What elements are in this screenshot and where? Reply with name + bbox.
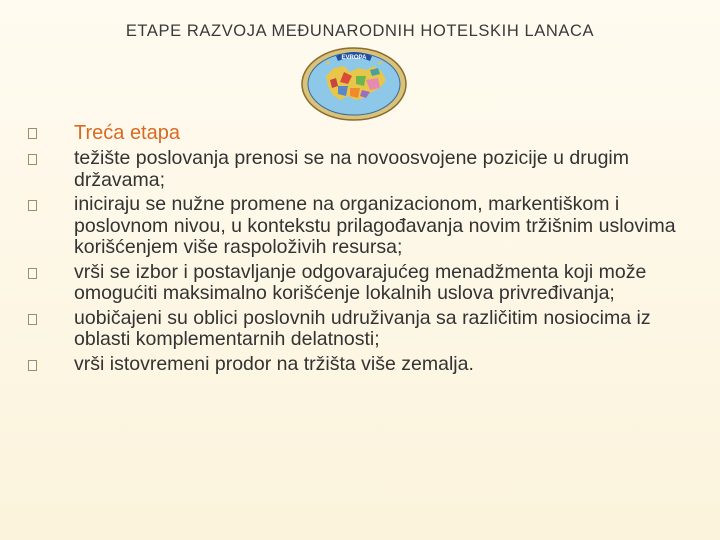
box-bullet-icon — [28, 314, 37, 325]
list-item — [28, 308, 708, 351]
slide-title: ETAPE RAZVOJA MEĐUNARODNIH HOTELSKIH LANACA — [125, 22, 595, 40]
box-bullet-icon — [28, 154, 37, 165]
box-bullet-icon — [28, 360, 37, 371]
list-item-text: uobičajeni su oblici poslovnih udruživanja sa različitim nosiocima iz oblasti komplementarnih delatnosti; — [74, 306, 651, 350]
list-item-text: Treća etapa — [74, 122, 180, 144]
box-bullet-icon — [28, 268, 37, 279]
list-item-text: vrši istovremeni prodor na tržišta više zemalja. — [74, 352, 474, 375]
europe-map-globe-icon — [300, 46, 408, 122]
bullet-list — [28, 120, 708, 378]
list-item-text: težište poslovanja prenosi se na novoosvojene pozicije u drugim državama; — [74, 147, 629, 191]
list-item — [28, 194, 708, 259]
globe-caption: EVROPA — [341, 55, 367, 61]
list-item-text: iniciraju se nužne promene na organizacionom, markentiškom i poslovnom nivou, u kontekstu prilagođavanja novim tržišnim uslovima korišćenjem više raspoloživih resursa; — [74, 193, 676, 258]
list-item — [28, 354, 708, 376]
list-item — [28, 120, 708, 146]
list-item-text: vrši se izbor i postavljanje odgovarajućeg menadžmenta koji može omogućiti maksimalno korišćenje lokalnih uslova privređivanja; — [74, 260, 647, 304]
box-bullet-icon — [28, 200, 37, 211]
box-bullet-icon — [28, 128, 37, 139]
list-item — [28, 148, 708, 191]
list-item — [28, 262, 708, 305]
